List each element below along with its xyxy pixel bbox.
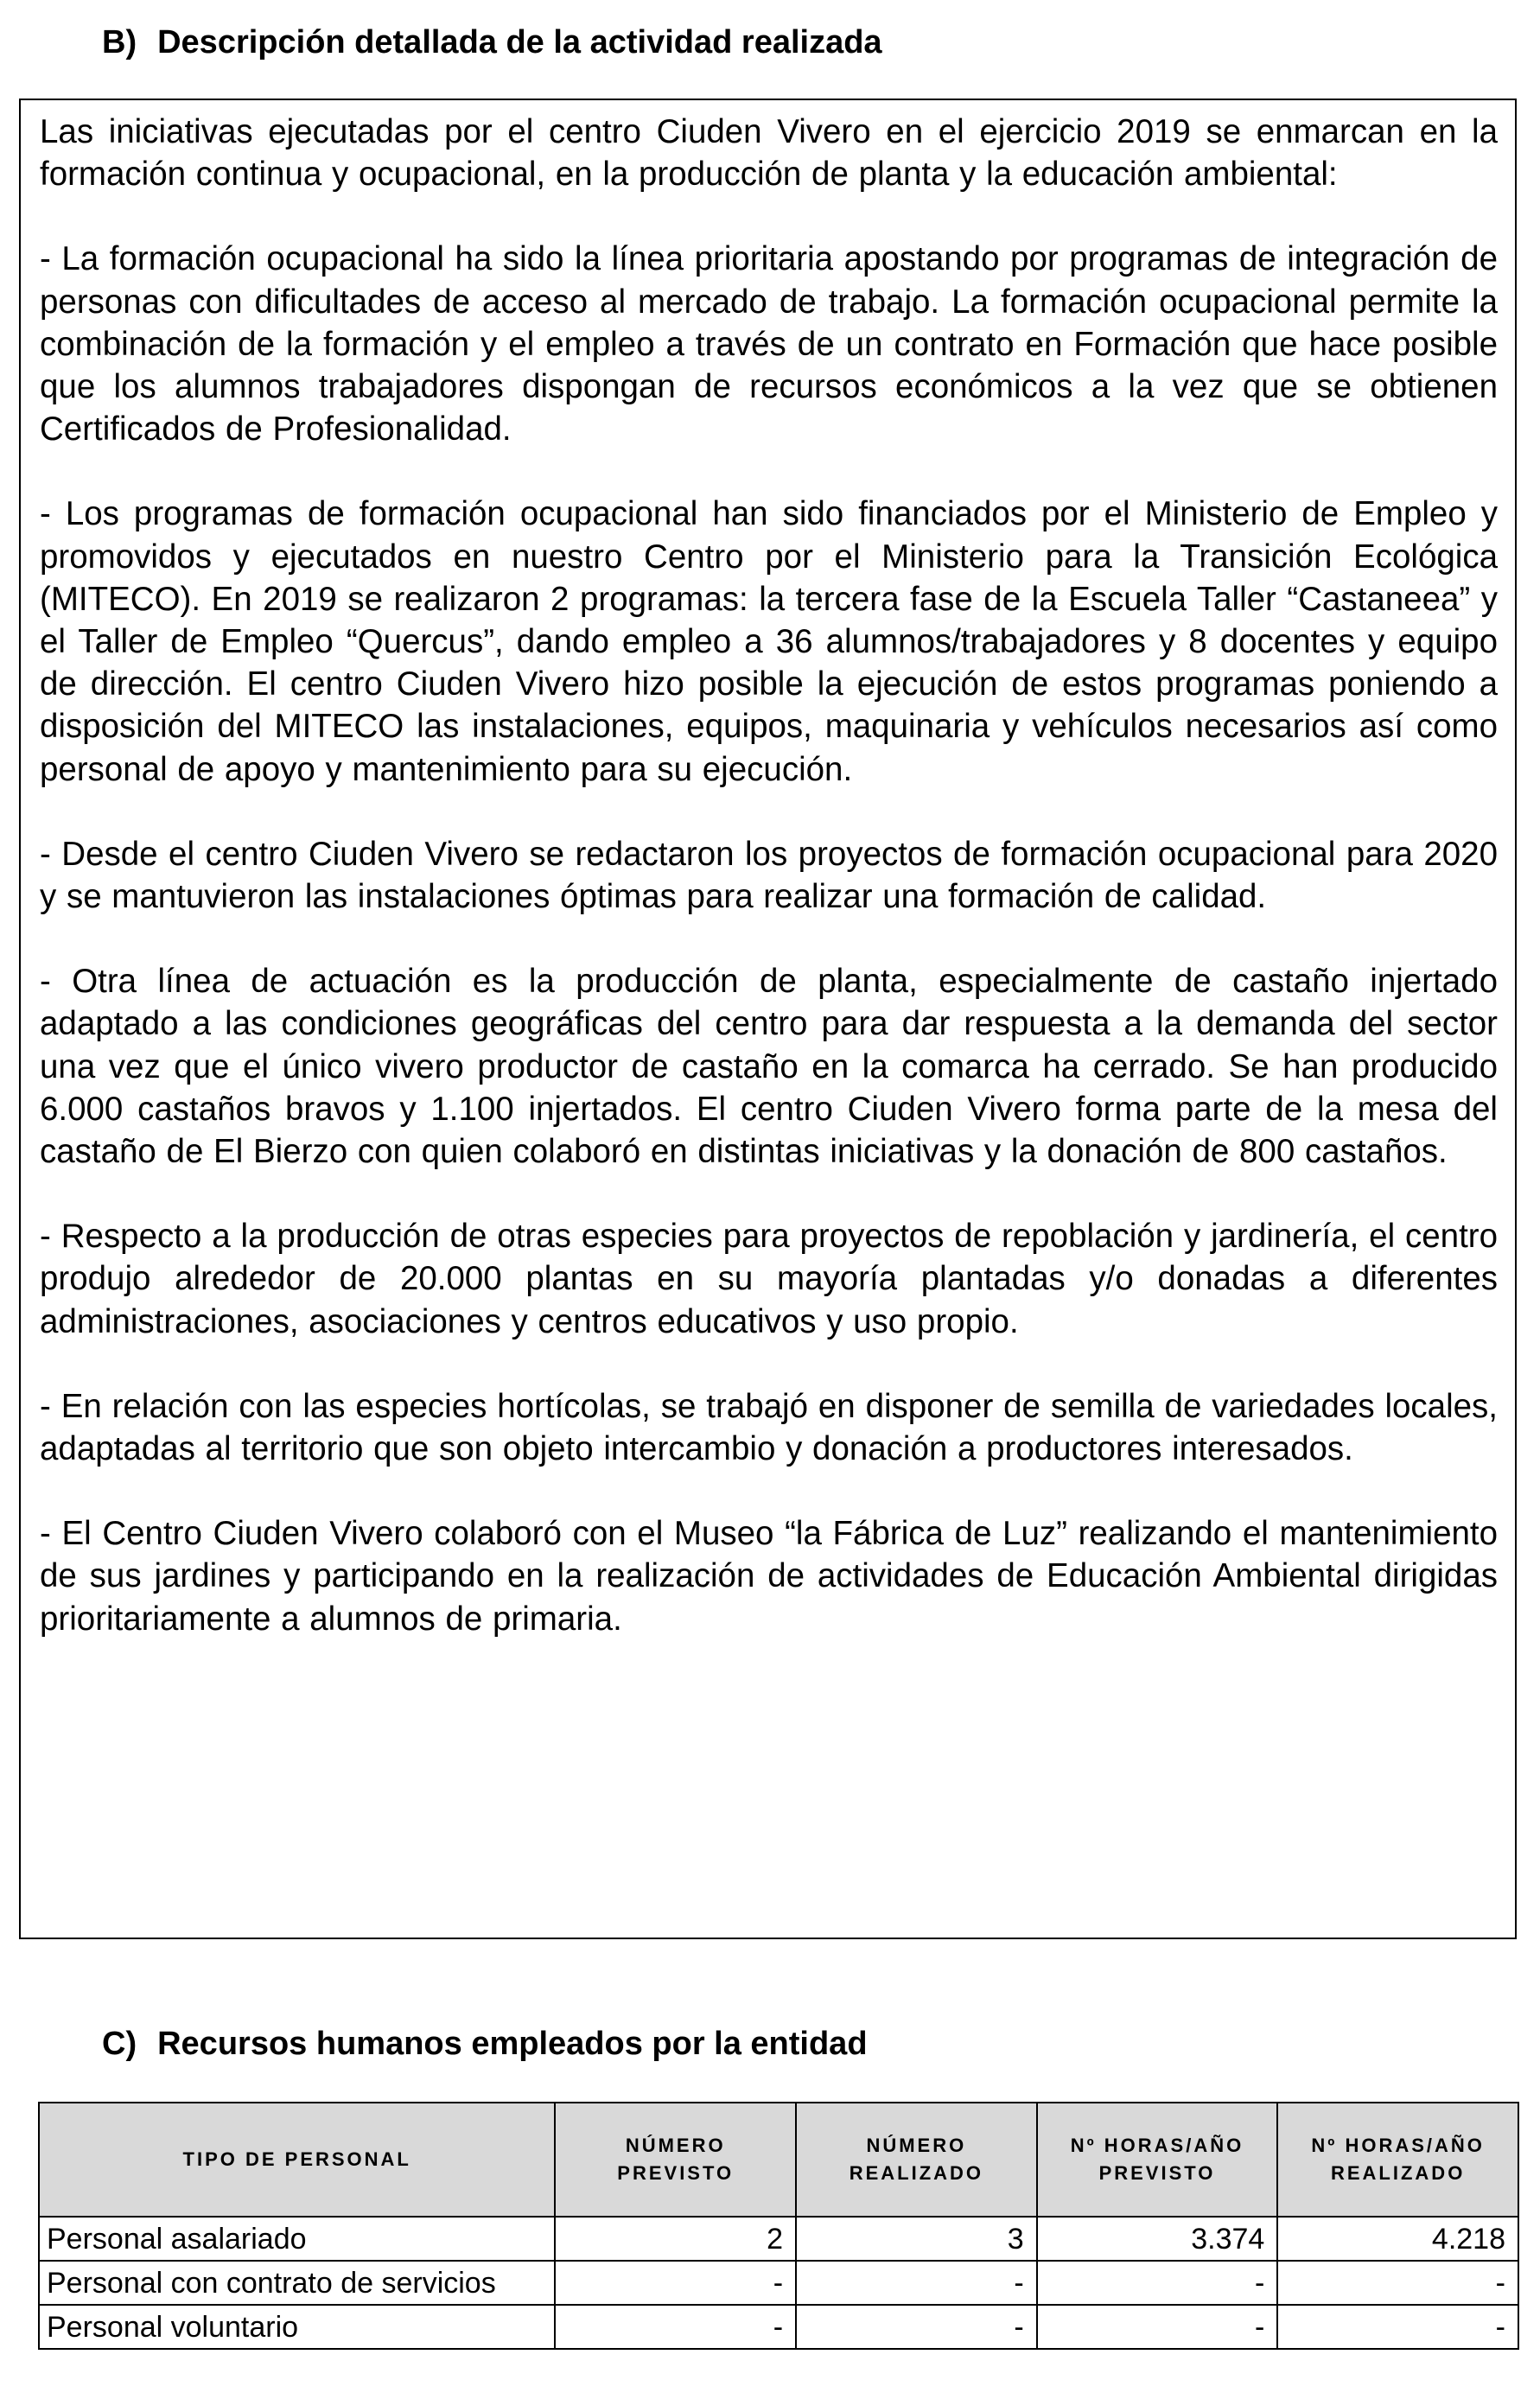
cell-numero-realizado: - (796, 2305, 1037, 2349)
table-header-row (39, 2103, 1518, 2217)
cell-horas-realizado: 4.218 (1277, 2217, 1518, 2261)
table-row (39, 2217, 1518, 2261)
cell-numero-realizado: - (796, 2261, 1037, 2305)
paragraph-chestnut-production: - Otra línea de actuación es la producción de planta, especialmente de castaño injertado adaptado a las condiciones geográficas del centro para dar respuesta a la demanda del sector una vez que el único vivero productor de castaño en la comarca ha cerrado. Se han producido 6.000 castaños bravos y 1.100 injertados. El centro Ciuden Vivero forma parte de la mesa del castaño de El Bierzo con quien colaboró en distintas iniciativas y la donación de 800 castaños. (40, 963, 1498, 1171)
section-c-letter: C) (102, 2026, 137, 2062)
human-resources-table (38, 2102, 1519, 2350)
header-numero-realizado: NÚMERO REALIZADO (796, 2103, 1037, 2217)
cell-numero-previsto: - (555, 2305, 796, 2349)
header-horas-previsto: Nº HORAS/AÑO PREVISTO (1037, 2103, 1278, 2217)
paragraph-other-species: - Respecto a la producción de otras especies para proyectos de repoblación y jardinería, el centro produjo alrededor de 20.000 plantas en su mayoría plantadas y/o donadas a diferentes administraciones, asociaciones y centros educativos y uso propio. (40, 1218, 1498, 1340)
header-tipo-personal: TIPO DE PERSONAL (39, 2103, 555, 2217)
cell-horas-realizado: - (1277, 2305, 1518, 2349)
cell-tipo: Personal voluntario (39, 2305, 555, 2349)
table-row (39, 2305, 1518, 2349)
section-b-title: Descripción detallada de la actividad realizada (157, 24, 882, 60)
activity-description-box (19, 99, 1517, 1939)
section-b-heading (102, 21, 882, 64)
cell-numero-previsto: 2 (555, 2217, 796, 2261)
cell-tipo: Personal con contrato de servicios (39, 2261, 555, 2305)
cell-tipo: Personal asalariado (39, 2217, 555, 2261)
section-b-letter: B) (102, 24, 137, 60)
cell-horas-previsto: - (1037, 2261, 1278, 2305)
paragraph-projects-2020: - Desde el centro Ciuden Vivero se redactaron los proyectos de formación ocupacional para 2020 y se mantuvieron las instalaciones óptimas para realizar una formación de calidad. (40, 835, 1498, 916)
cell-horas-realizado: - (1277, 2261, 1518, 2305)
paragraph-intro: Las iniciativas ejecutadas por el centro Ciuden Vivero en el ejercicio 2019 se enmarcan en la formación continua y ocupacional, en la producción de planta y la educación ambiental: (40, 113, 1498, 194)
header-horas-realizado: Nº HORAS/AÑO REALIZADO (1277, 2103, 1518, 2217)
header-numero-previsto: NÚMERO PREVISTO (555, 2103, 796, 2217)
section-c-title: Recursos humanos empleados por la entidad (157, 2026, 868, 2062)
cell-horas-previsto: - (1037, 2305, 1278, 2349)
paragraph-horticultural-species: - En relación con las especies hortícolas, se trabajó en disponer de semilla de variedades locales, adaptadas al territorio que son objeto intercambio y donación a productores interesados. (40, 1387, 1498, 1468)
paragraph-occupational-training: - La formación ocupacional ha sido la línea prioritaria apostando por programas de integración de personas con dificultades de acceso al mercado de trabajo. La formación ocupacional permite la combinación de la formación y el empleo a través de un contrato en Formación que hace posible que los alumnos trabajadores dispongan de recursos económicos a la vez que se obtienen Certificados de Profesionalidad. (40, 240, 1498, 449)
paragraph-training-programs: - Los programas de formación ocupacional han sido financiados por el Ministerio de Empleo y promovidos y ejecutados en nuestro Centro por el Ministerio para la Transición Ecológica (MITECO). En 2019 se realizaron 2 programas: la tercera fase de la Escuela Taller “Castaneea” y el Taller de Empleo “Quercus”, dando empleo a 36 alumnos/trabajadores y 8 docentes y equipo de dirección. El centro Ciuden Vivero hizo posible la ejecución de estos programas poniendo a disposición del MITECO las instalaciones, equipos, maquinaria y vehículos necesarios así como personal de apoyo y mantenimiento para su ejecución. (40, 495, 1498, 788)
cell-numero-realizado: 3 (796, 2217, 1037, 2261)
cell-horas-previsto: 3.374 (1037, 2217, 1278, 2261)
table-row (39, 2261, 1518, 2305)
section-c-heading (102, 2022, 868, 2065)
cell-numero-previsto: - (555, 2261, 796, 2305)
paragraph-museum-collaboration: - El Centro Ciuden Vivero colaboró con el Museo “la Fábrica de Luz” realizando el mantenimiento de sus jardines y participando en la realización de actividades de Educación Ambiental dirigidas prioritariamente a alumnos de primaria. (40, 1515, 1498, 1638)
